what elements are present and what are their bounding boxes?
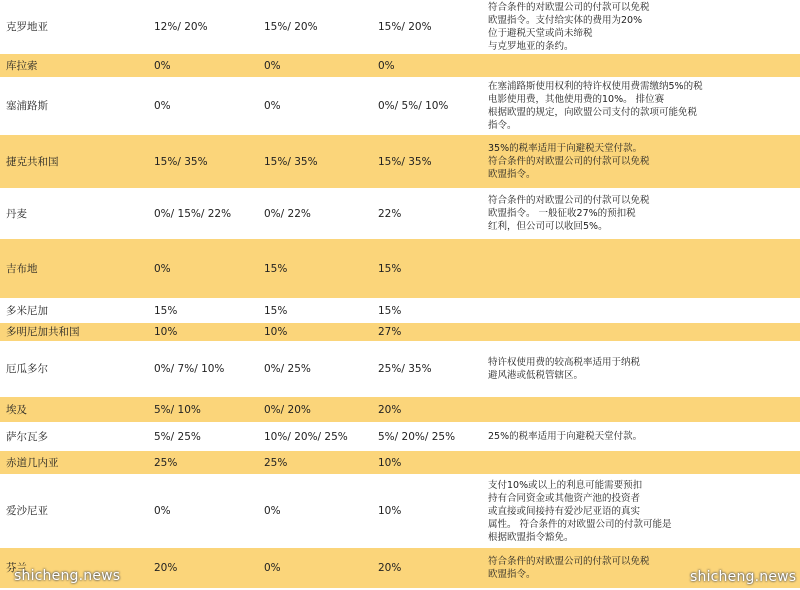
note-line: 位于避税天堂或尚未缔税 [488,28,593,39]
royalties-cell: 20% [372,548,484,588]
note-line: 持有合同资金或其他资产池的投资者 [488,492,641,504]
notes-cell [484,135,800,189]
royalties-cell: 10% [372,475,484,548]
interest-cell: 0%/ 22% [258,189,372,239]
note-line: 欧盟指令。 一般征收27%的预扣税 [488,208,636,219]
interest-cell: 0% [258,54,372,78]
note-line: 在塞浦路斯使用权利的特许权使用费需缴纳5%的税 [488,81,703,92]
interest-cell: 0%/ 25% [258,342,372,397]
note-line: 根据欧盟指令豁免。 [488,531,574,543]
country-cell: 厄瓜多尔 [0,342,148,397]
royalties-cell: 10% [372,451,484,475]
table-row [0,239,800,299]
royalties-cell: 0%/ 5%/ 10% [372,78,484,135]
notes-cell [484,397,800,423]
note-line: 符合条件的对欧盟公司的付款可以免税 [488,195,650,206]
royalties-cell: 15%/ 35% [372,135,484,189]
interest-cell: 0% [258,78,372,135]
interest-cell: 15% [258,299,372,323]
interest-cell: 10% [258,323,372,342]
note-line: 电影使用费，其他使用费的10%。 排位赛 [488,94,665,105]
dividends-cell: 20% [148,548,258,588]
notes-cell [484,423,800,451]
dividends-cell: 0% [148,54,258,78]
dividends-cell: 0% [148,78,258,135]
note-line: 指令。 [488,120,517,131]
country-cell: 捷克共和国 [0,135,148,189]
country-cell: 丹麦 [0,189,148,239]
notes-cell [484,323,800,342]
note-line: 红利，但公司可以收回5%。 [488,221,608,232]
country-cell: 芬兰 [0,548,148,588]
table-row [0,1,800,54]
note-line: 欧盟指令。支付给实体的费用为20% [488,15,643,26]
interest-cell: 15% [258,239,372,299]
table-row [0,54,800,78]
dividends-cell: 0% [148,475,258,548]
notes-cell [484,475,800,548]
table-row [0,451,800,475]
interest-cell: 0% [258,475,372,548]
royalties-cell: 15% [372,239,484,299]
interest-cell: 15%/ 20% [258,1,372,54]
dividends-cell: 25% [148,451,258,475]
dividends-cell: 0%/ 15%/ 22% [148,189,258,239]
interest-cell: 15%/ 35% [258,135,372,189]
note-line: 欧盟指令。 [488,169,536,180]
note-line: 支付10%或以上的利息可能需要预扣 [488,479,643,491]
table-row [0,299,800,323]
interest-cell: 25% [258,451,372,475]
dividends-cell: 0% [148,239,258,299]
watermark-left: shicheng.news [14,568,121,584]
royalties-cell: 25%/ 35% [372,342,484,397]
dividends-cell: 0%/ 7%/ 10% [148,342,258,397]
notes-cell [484,299,800,323]
country-cell: 赤道几内亚 [0,451,148,475]
notes-cell [484,78,800,135]
interest-cell: 0% [258,548,372,588]
note-line: 属性。 符合条件的对欧盟公司的付款可能是 [488,518,672,530]
royalties-cell: 27% [372,323,484,342]
notes-cell [484,1,800,54]
table-row [0,189,800,239]
country-cell: 塞浦路斯 [0,78,148,135]
interest-cell: 0%/ 20% [258,397,372,423]
dividends-cell: 12%/ 20% [148,1,258,54]
dividends-cell: 5%/ 25% [148,423,258,451]
table-row [0,323,800,342]
note-line: 35%的税率适用于向避税天堂付款。 [488,143,643,154]
note-line: 特许权使用费的较高税率适用于纳税 [488,357,641,368]
note-line: 或直接或间接持有爱沙尼亚语的真实 [488,505,641,517]
country-cell: 克罗地亚 [0,1,148,54]
table-row [0,397,800,423]
table-row [0,423,800,451]
royalties-cell: 15%/ 20% [372,1,484,54]
notes-cell [484,189,800,239]
note-line: 符合条件的对欧盟公司的付款可以免税 [488,156,650,167]
dividends-cell: 15% [148,299,258,323]
note-line: 25%的税率适用于向避税天堂付款。 [488,431,643,442]
royalties-cell: 20% [372,397,484,423]
note-line: 符合条件的对欧盟公司的付款可以免税 [488,2,650,13]
notes-cell [484,451,800,475]
note-line: 欧盟指令。 [488,568,536,580]
royalties-cell: 5%/ 20%/ 25% [372,423,484,451]
interest-cell: 10%/ 20%/ 25% [258,423,372,451]
notes-cell [484,54,800,78]
dividends-cell: 5%/ 10% [148,397,258,423]
table-row [0,135,800,189]
country-cell: 库拉索 [0,54,148,78]
note-line: 避风港或低税管辖区。 [488,370,584,381]
royalties-cell: 0% [372,54,484,78]
country-cell: 多米尼加 [0,299,148,323]
country-cell: 埃及 [0,397,148,423]
country-cell: 爱沙尼亚 [0,475,148,548]
country-cell: 萨尔瓦多 [0,423,148,451]
country-cell: 多明尼加共和国 [0,323,148,342]
royalties-cell: 15% [372,299,484,323]
dividends-cell: 15%/ 35% [148,135,258,189]
country-cell: 吉布地 [0,239,148,299]
table-row [0,78,800,135]
royalties-cell: 22% [372,189,484,239]
note-line: 根据欧盟的规定，向欧盟公司支付的款项可能免税 [488,107,698,118]
notes-cell [484,239,800,299]
note-line: 与克罗地亚的条约。 [488,41,574,52]
notes-cell [484,342,800,397]
note-line: 符合条件的对欧盟公司的付款可以免税 [488,555,650,567]
table-row [0,342,800,397]
table-row [0,475,800,548]
dividends-cell: 10% [148,323,258,342]
watermark-right: shicheng.news [690,569,797,585]
